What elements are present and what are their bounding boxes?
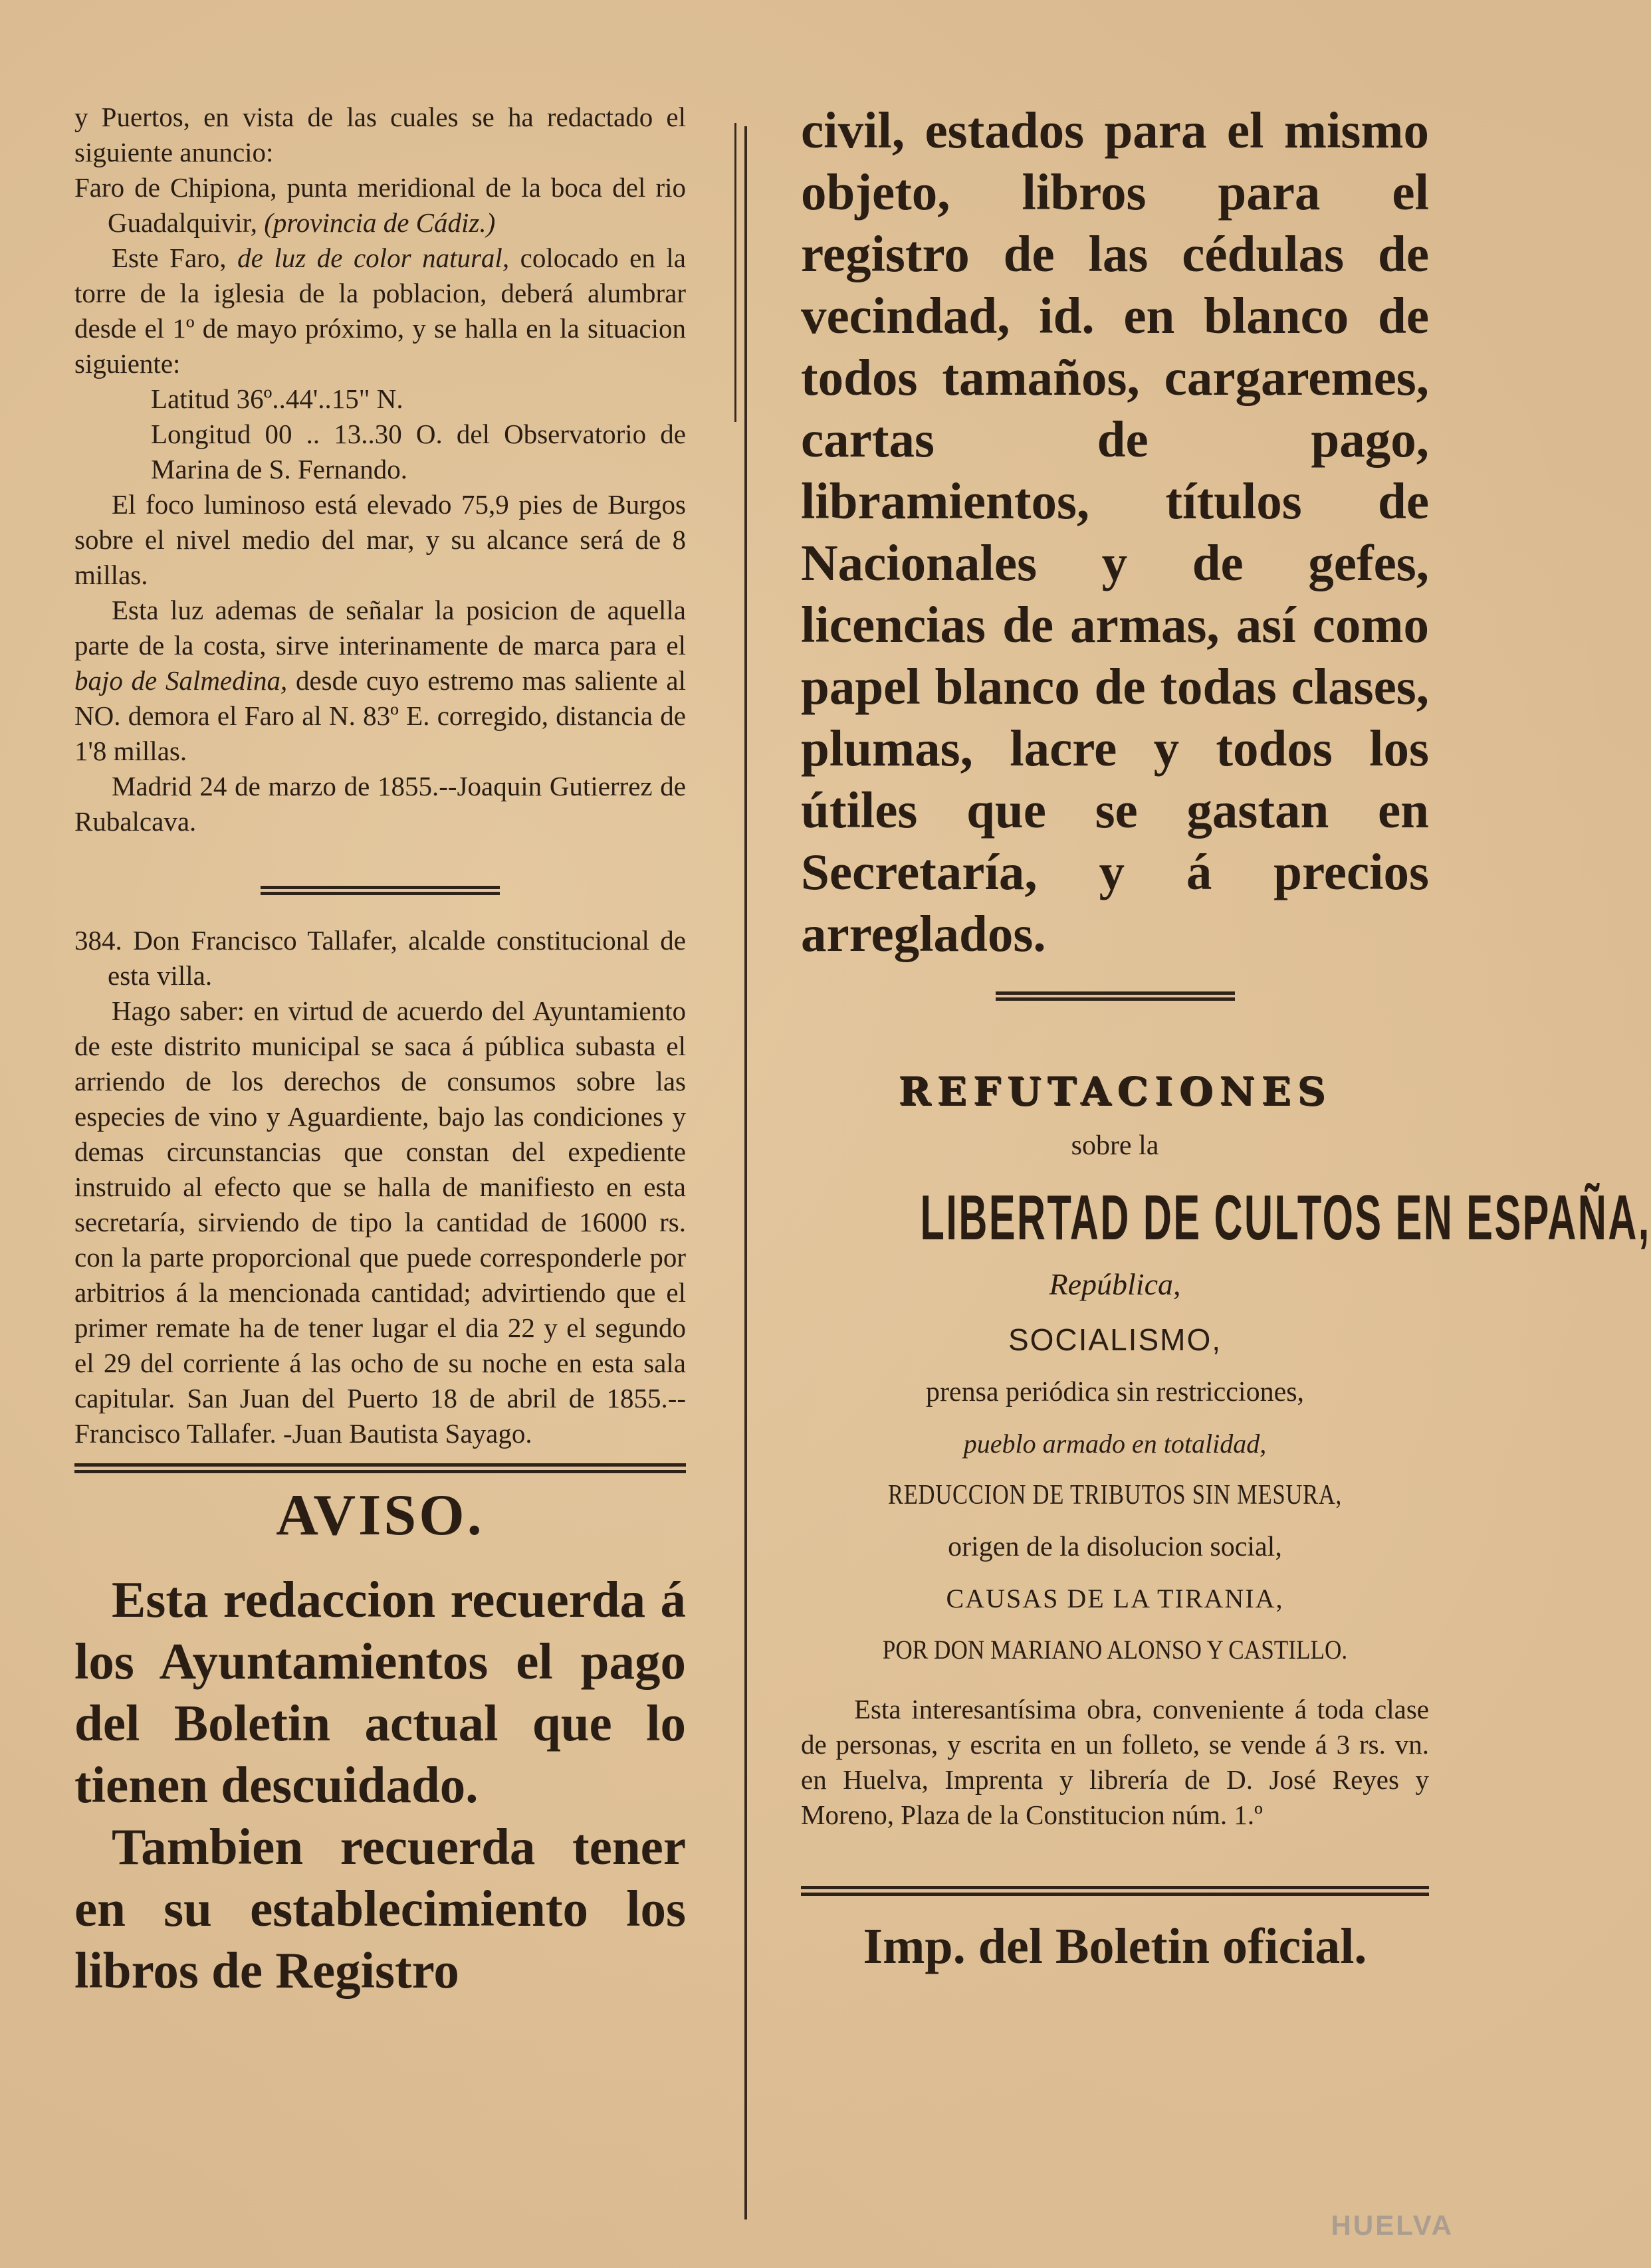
- causas: CAUSAS DE LA TIRANIA,: [946, 1584, 1284, 1613]
- para-hago-saber: Hago saber: en virtud de acuerdo del Ayuntamiento de este distrito municipal se saca á pública subasta el arriendo de los derechos de consumos sobre las especies de vino y Aguardiente, bajo las condiciones y demas circunstancias que constan del expediente instruido al efecto que se halla de manifiesto en esta secretaría, sirviendo de tipo la cantidad de 16000 rs. con la parte proporcional que puede corresponderle por arbitrios á la mencionada cantidad; advirtiendo que el primer remate ha de tener lugar el dia 22 y el segundo el 29 del corriente á las ocho de su noche en esta sala capitular. San Juan del Puerto 18 de abril de 1855.--Francisco Tallafer. -Juan Bautista Sayago.: [74, 995, 686, 1449]
- author: POR DON MARIANO ALONSO Y CASTILLO.: [882, 1635, 1348, 1665]
- faro-desc-a: Este Faro,: [112, 243, 238, 273]
- para-faro: [74, 170, 686, 241]
- luz-b: bajo de Salmedina,: [74, 665, 288, 696]
- latitude: Latitud 36º..44'..15" N.: [151, 383, 403, 414]
- faro-province: (provincia de Cádiz.): [264, 207, 496, 238]
- aviso-p2: Tambien recuerda tener en su establecimiento los libros de Registro: [74, 1818, 686, 1999]
- separator-right: [996, 991, 1235, 1002]
- separator: [261, 886, 500, 896]
- column-rule: [744, 126, 747, 2219]
- left-column: [74, 100, 686, 2002]
- para-luz: [74, 593, 686, 769]
- faro-desc-c: colocado en la torre de la iglesia de la poblacion, deberá alumbrar desde el 1º de mayo próximo, y se halla en la situacion siguiente:: [74, 243, 686, 379]
- aviso-title: AVISO.: [276, 1483, 485, 1548]
- column-rule-top: [734, 123, 736, 422]
- republica: República,: [1049, 1267, 1181, 1301]
- sobre-la: sobre la: [1071, 1130, 1159, 1161]
- luz-c: desde cuyo estremo mas saliente al NO. demora el Faro al N. 83º E. corregido, distancia de 1'8 millas.: [74, 665, 686, 766]
- para-foco: El foco luminoso está elevado 75,9 pies de Burgos sobre el nivel medio del mar, y su alcance será de 8 millas.: [74, 489, 686, 590]
- socialismo: SOCIALISMO,: [1008, 1322, 1222, 1357]
- refutaciones-title: REFUTACIONES: [898, 1069, 1332, 1114]
- double-rule: [74, 1463, 686, 1475]
- imprint: Imp. del Boletin oficial.: [863, 1918, 1367, 1974]
- prensa: prensa periódica sin restricciones,: [925, 1377, 1305, 1407]
- libertad-heading: LIBERTAD DE CULTOS EN ESPAÑA,: [920, 1182, 1651, 1253]
- para-384: 384. Don Francisco Tallafer, alcalde constitucional de esta villa.: [74, 925, 686, 991]
- para-signature: Madrid 24 de marzo de 1855.--Joaquin Gutierrez de Rubalcava.: [74, 771, 686, 837]
- para-puertos: y Puertos, en vista de las cuales se ha redactado el siguiente anuncio:: [74, 102, 686, 167]
- obra-desc: Esta interesantísima obra, conveniente á toda clase de personas, y escrita en un folleto, se vende á 3 rs. vn. en Huelva, Imprenta y librería de D. José Reyes y Moreno, Plaza de la Constitucion núm. 1.º: [801, 1694, 1429, 1830]
- luz-a: Esta luz ademas de señalar la posicion de aquella parte de la costa, sirve interinamente de marca para el: [74, 595, 686, 661]
- reduccion: REDUCCION DE TRIBUTOS SIN MESURA,: [887, 1480, 1343, 1510]
- right-column: [801, 100, 1651, 1976]
- origen: origen de la disolucion social,: [948, 1532, 1282, 1562]
- pueblo: pueblo armado en totalidad,: [963, 1429, 1267, 1459]
- double-rule-right: [801, 1886, 1429, 1898]
- watermark-logo: HUELVA: [1331, 2210, 1454, 2241]
- faro-desc-b: de luz de color natural,: [237, 243, 510, 273]
- aviso-p1: Esta redaccion recuerda á los Ayuntamientos el pago del Boletin actual que lo tienen descuidado.: [74, 1571, 686, 1813]
- para-faro-desc: [74, 241, 686, 381]
- registro-text: civil, estados para el mismo objeto, libros para el registro de las cédulas de vecindad, id. en blanco de todos tamaños, cargaremes, cartas de pago, libramientos, títulos de Nacionales y de gefes, licencias de armas, así como papel blanco de todas clases, plumas, lacre y todos los útiles que se gastan en Secretaría, y á precios arreglados.: [801, 102, 1429, 962]
- faro-title: Faro de Chipiona, punta meridional de la boca del rio Guadalquivir,: [74, 172, 686, 238]
- longitude: Longitud 00 .. 13..30 O. del Observatorio de Marina de S. Fernando.: [151, 419, 686, 484]
